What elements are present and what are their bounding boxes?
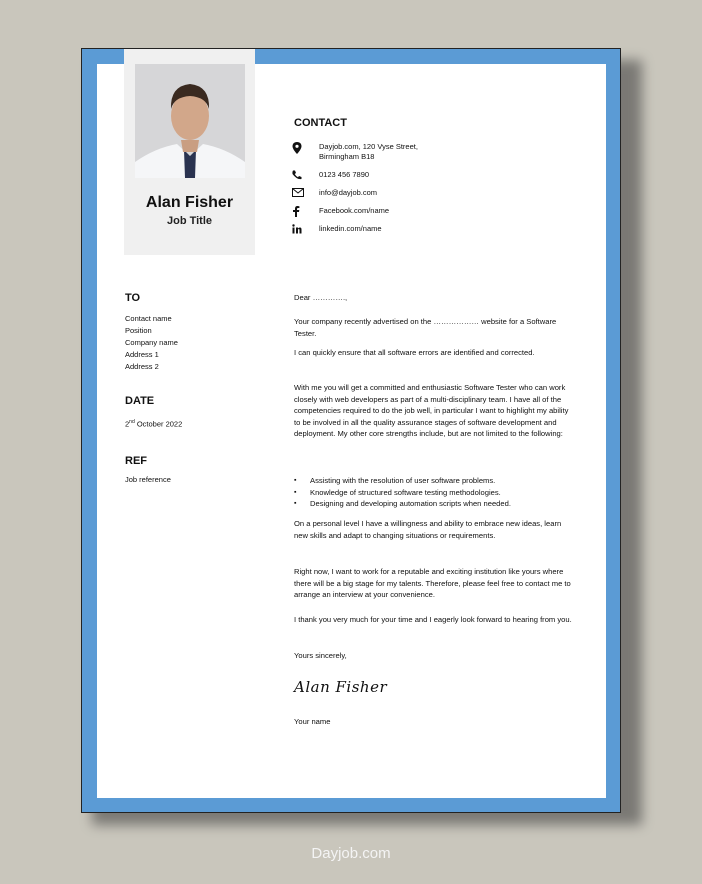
- recipient-position: Position: [125, 326, 152, 335]
- signature: Alan Fisher: [294, 678, 388, 696]
- applicant-name: Alan Fisher: [145, 194, 234, 211]
- paragraph-4: On a personal level I have a willingness and ability to embrace new ideas, learn new skills and adapt to changing situations or requirements.: [294, 519, 562, 540]
- location-pin-icon: [292, 142, 304, 154]
- paragraph-3: With me you will get a committed and enthusiastic Software Tester who can work closely with web developers as part of a multi-disciplinary team. I have all of the competencies required to do the job well, in particular I want to highlight my ability to be involved in all the quality assurance stages of software development and deployment. My other core strengths include, but are not limited to the following:: [294, 383, 569, 439]
- recipient-address-1: Address 1: [125, 350, 159, 359]
- linkedin-icon: [292, 224, 304, 236]
- paragraph-2: I can quickly ensure that all software errors are identified and corrected.: [294, 348, 535, 357]
- closing: Yours sincerely,: [294, 651, 347, 660]
- recipient-contact: Contact name: [125, 314, 172, 323]
- recipient-block: [125, 313, 178, 373]
- date-suffix: nd: [129, 419, 135, 425]
- paragraph-5: Right now, I want to work for a reputable and exciting institution like yours where there will be a big stage for my talents. Therefore, please feel free to contact me to arrange an interview at your convenience.: [294, 567, 571, 600]
- date-rest: October 2022: [134, 419, 183, 429]
- address-line-2: Birmingham B18: [319, 152, 375, 161]
- linkedin-link[interactable]: linkedin.com/name: [319, 224, 382, 233]
- paragraph-1: Your company recently advertised on the ……………… website for a Software Tester.: [294, 317, 557, 338]
- sign-name: Your name: [294, 717, 331, 726]
- date-day: 2: [125, 419, 130, 429]
- job-title: Job Title: [166, 215, 213, 227]
- profile-photo: [135, 64, 245, 178]
- email-icon: [292, 188, 304, 200]
- job-reference: Job reference: [125, 475, 171, 484]
- to-heading: TO: [125, 292, 141, 304]
- address-line-1: Dayjob.com, 120 Vyse Street,: [319, 142, 418, 151]
- contact-heading: CONTACT: [294, 117, 347, 129]
- salutation: Dear ………….,: [294, 293, 348, 302]
- list-item: ▪ Designing and developing automation scripts when needed.: [294, 498, 572, 510]
- list-item: ▪ Assisting with the resolution of user software problems.: [294, 475, 572, 487]
- date-heading: DATE: [125, 395, 155, 407]
- facebook-link[interactable]: Facebook.com/name: [319, 206, 390, 215]
- brand-footer: Dayjob.com: [311, 845, 391, 862]
- letter-date: [125, 416, 182, 431]
- recipient-address-2: Address 2: [125, 362, 159, 371]
- facebook-icon: [292, 206, 304, 218]
- email-address[interactable]: info@dayjob.com: [319, 188, 378, 197]
- strengths-list: [294, 475, 572, 510]
- list-item: ▪ Knowledge of structured software testing methodologies.: [294, 487, 572, 499]
- phone-number: 0123 456 7890: [319, 170, 370, 179]
- ref-heading: REF: [125, 455, 147, 467]
- paragraph-6: I thank you very much for your time and I eagerly look forward to hearing from you.: [294, 615, 572, 624]
- recipient-company: Company name: [125, 338, 178, 347]
- phone-icon: [292, 170, 304, 182]
